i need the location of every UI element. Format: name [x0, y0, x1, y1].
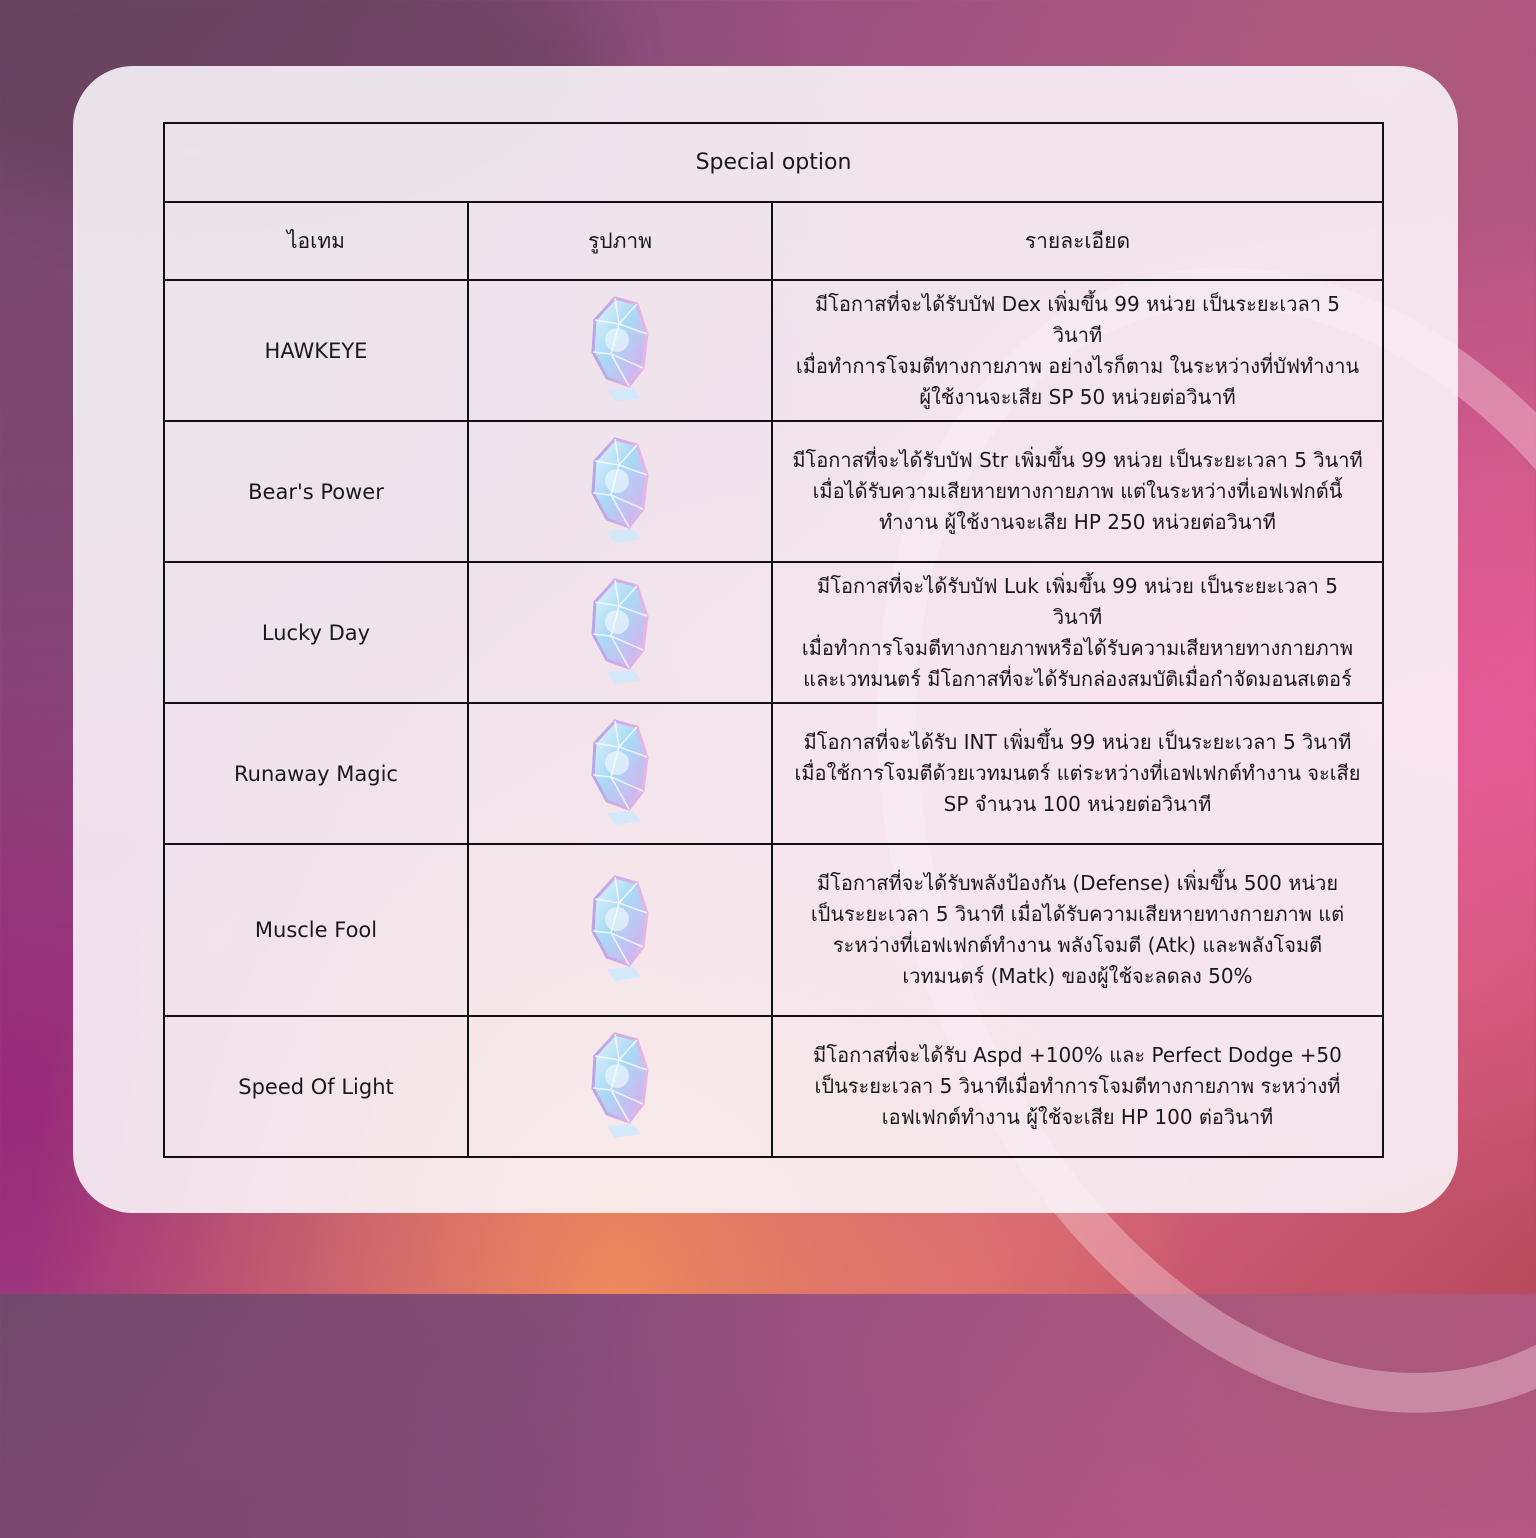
- table-row: [164, 844, 1383, 1016]
- description-line: เอฟเฟกต์ทำงาน ผู้ใช้จะเสีย HP 100 ต่อวินาที: [881, 1105, 1274, 1129]
- crystal-card-icon: [585, 576, 655, 686]
- item-description: [772, 703, 1383, 844]
- item-description: [772, 1016, 1383, 1157]
- item-name: Lucky Day: [164, 562, 468, 703]
- item-image-cell: [468, 1016, 772, 1157]
- description-line: มีโอกาสที่จะได้รับบัฟ Dex เพิ่มขึ้น 99 หน่วย เป็นระยะเวลา 5 วินาที: [814, 291, 1341, 347]
- crystal-card-icon: [585, 1030, 655, 1140]
- description-line: เมื่อได้รับความเสียหายทางกายภาพ แต่ในระหว่างที่เอฟเฟกต์นี้: [812, 479, 1343, 503]
- description-line: เมื่อใช้การโจมตีด้วยเวทมนตร์ แต่ระหว่างที่เอฟเฟกต์ทำงาน จะเสีย: [794, 761, 1361, 785]
- item-description: [772, 421, 1383, 562]
- description-line: เมื่อทำการโจมตีทางกายภาพ อย่างไรก็ตาม ในระหว่างที่บัฟทำงาน: [795, 353, 1360, 378]
- crystal-card-icon: [585, 435, 655, 545]
- crystal-card-icon: [585, 873, 655, 983]
- item-image-cell: [468, 562, 772, 703]
- description-line: มีโอกาสที่จะได้รับ INT เพิ่มขึ้น 99 หน่วย เป็นระยะเวลา 5 วินาที: [803, 730, 1352, 754]
- item-description: [772, 562, 1383, 703]
- item-image-cell: [468, 703, 772, 844]
- table-row: [164, 562, 1383, 703]
- table-title: Special option: [164, 123, 1383, 202]
- item-description: [772, 280, 1383, 421]
- table-row: [164, 703, 1383, 844]
- description-line: มีโอกาสที่จะได้รับ Aspd +100% และ Perfect Dodge +50: [813, 1043, 1342, 1067]
- item-name: Speed Of Light: [164, 1016, 468, 1157]
- description-line: เมื่อทำการโจมตีทางกายภาพหรือได้รับความเสียหายทางกายภาพ: [801, 635, 1354, 660]
- description-line: ผู้ใช้งานจะเสีย SP 50 หน่วยต่อวินาที: [919, 384, 1236, 409]
- column-header-item: ไอเทม: [164, 202, 468, 280]
- description-line: ระหว่างที่เอฟเฟกต์ทำงาน พลังโจมตี (Atk) และพลังโจมตี: [832, 933, 1323, 957]
- description-line: เวทมนตร์ (Matk) ของผู้ใช้จะลดลง 50%: [902, 964, 1253, 988]
- description-line: มีโอกาสที่จะได้รับพลังป้องกัน (Defense) เพิ่มขึ้น 500 หน่วย: [816, 871, 1339, 895]
- crystal-card-icon: [585, 717, 655, 827]
- table-row: [164, 421, 1383, 562]
- description-line: มีโอกาสที่จะได้รับบัฟ Luk เพิ่มขึ้น 99 หน่วย เป็นระยะเวลา 5 วินาที: [817, 573, 1338, 629]
- special-option-table: [163, 122, 1384, 1158]
- item-name: Runaway Magic: [164, 703, 468, 844]
- item-image-cell: [468, 421, 772, 562]
- item-description: [772, 844, 1383, 1016]
- description-line: SP จำนวน 100 หน่วยต่อวินาที: [943, 792, 1212, 816]
- item-image-cell: [468, 280, 772, 421]
- description-line: ทำงาน ผู้ใช้งานจะเสีย HP 250 หน่วยต่อวินาที: [879, 510, 1276, 534]
- item-name: Muscle Fool: [164, 844, 468, 1016]
- crystal-card-icon: [585, 294, 655, 404]
- item-image-cell: [468, 844, 772, 1016]
- column-header-details: รายละเอียด: [772, 202, 1383, 280]
- item-name: HAWKEYE: [164, 280, 468, 421]
- description-line: เป็นระยะเวลา 5 วินาทีเมื่อทำการโจมตีทางกายภาพ ระหว่างที่: [814, 1074, 1341, 1098]
- description-line: เป็นระยะเวลา 5 วินาที เมื่อได้รับความเสียหายทางกายภาพ แต่: [810, 902, 1345, 926]
- column-header-image: รูปภาพ: [468, 202, 772, 280]
- description-line: และเวทมนตร์ มีโอกาสที่จะได้รับกล่องสมบัติเมื่อกำจัดมอนสเตอร์: [803, 666, 1352, 691]
- table-row: [164, 280, 1383, 421]
- description-line: มีโอกาสที่จะได้รับบัฟ Str เพิ่มขึ้น 99 หน่วย เป็นระยะเวลา 5 วินาที: [792, 448, 1363, 472]
- table-row: [164, 1016, 1383, 1157]
- item-name: Bear's Power: [164, 421, 468, 562]
